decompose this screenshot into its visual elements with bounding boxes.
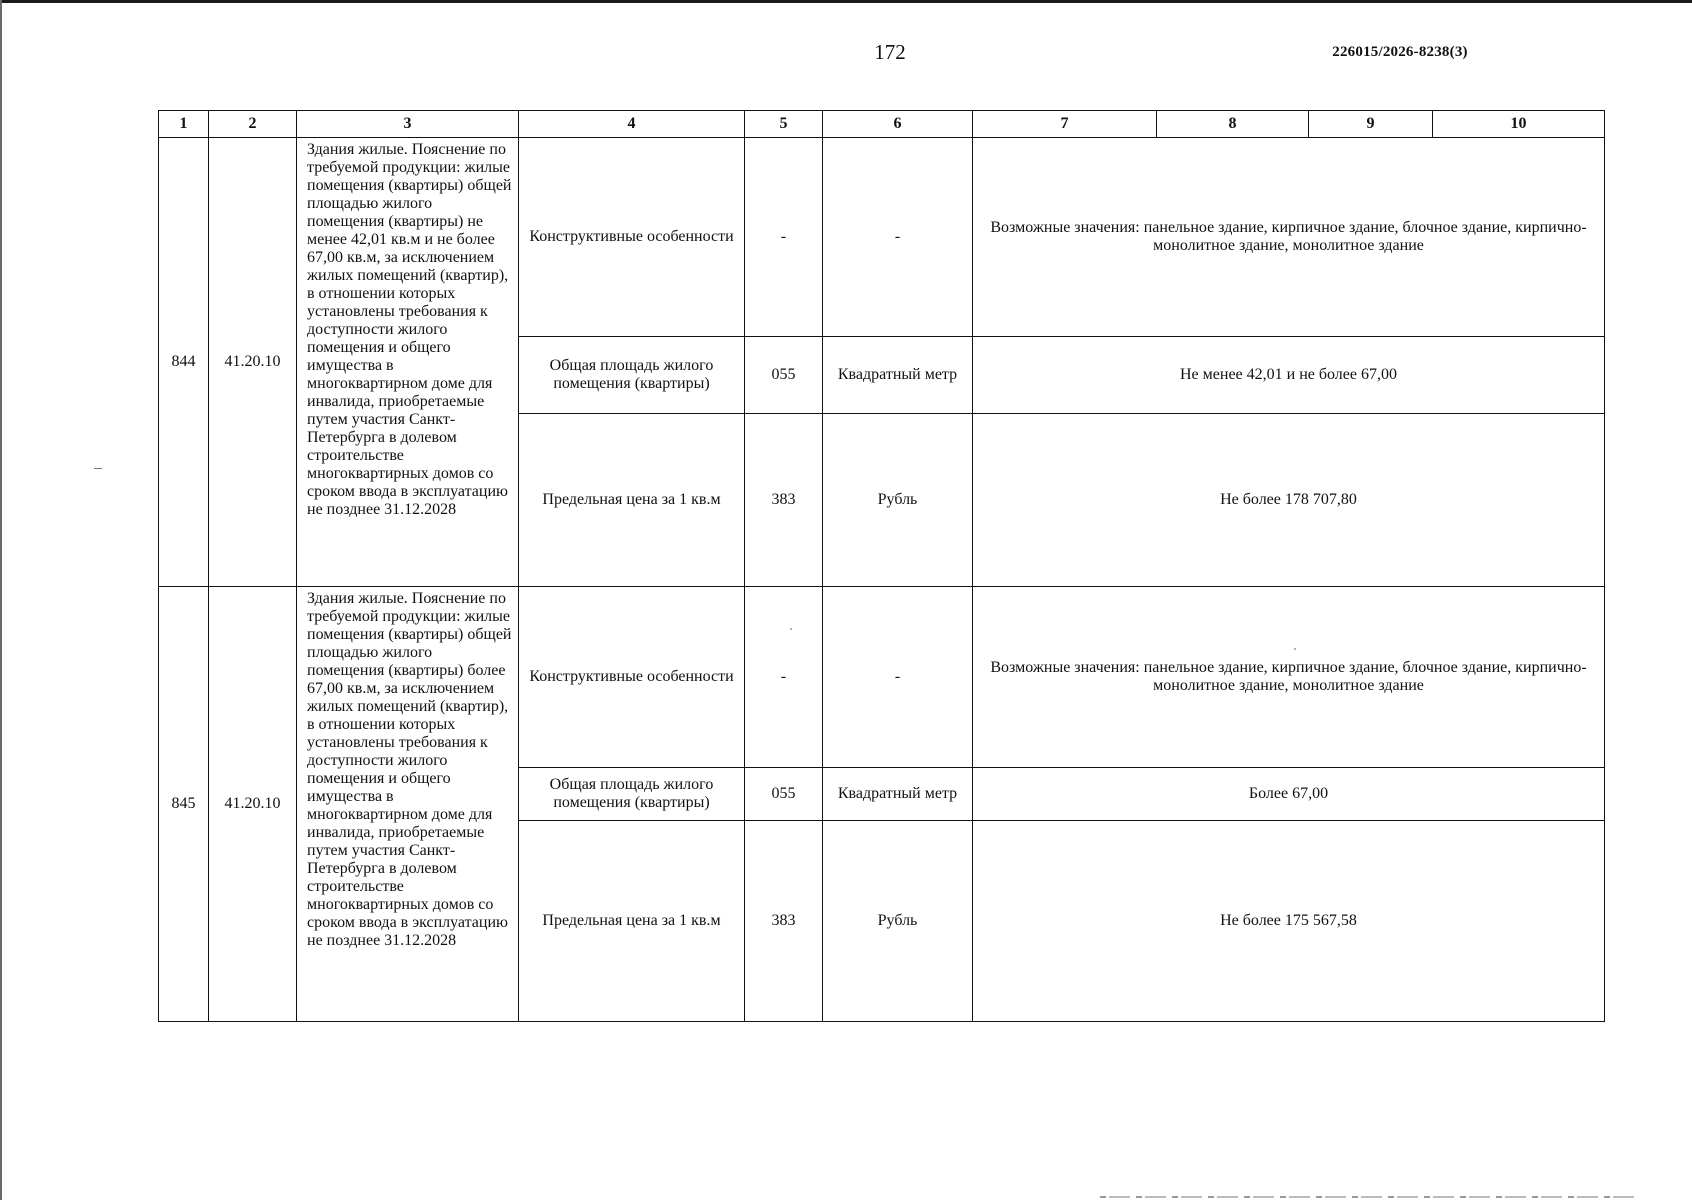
unit-code: 055 xyxy=(745,337,823,414)
characteristic-name: Общая площадь жилого помещения (квартиры) xyxy=(519,337,745,414)
entry-number: 845 xyxy=(159,587,209,1022)
page-number: 172 xyxy=(874,40,906,64)
header-cell-1: 1 xyxy=(159,111,209,138)
characteristic-name: Общая площадь жилого помещения (квартиры) xyxy=(519,768,745,821)
characteristic-value: Возможные значения: панельное здание, кирпичное здание, блочное здание, кирпично-монолитное здание, монолитное здание xyxy=(973,138,1605,337)
document-id: 226015/2026-8238(3) xyxy=(1332,44,1468,60)
scan-artifact-noise xyxy=(1100,1196,1640,1198)
unit-code: - xyxy=(745,587,823,768)
unit-name: Рубль xyxy=(823,821,973,1022)
header-cell-6: 6 xyxy=(823,111,973,138)
characteristic-name: Предельная цена за 1 кв.м xyxy=(519,821,745,1022)
entry-description: Здания жилые. Пояснение по требуемой продукции: жилые помещения (квартиры) общей площадью жилого помещения (квартиры) более 67,00 кв.м, за исключением жилых помещений (квартир), в отношении которых установлены требования к доступности жилого помещения и общего имущества в многоквартирном доме для инвалида, приобретаемые путем участия Санкт-Петербурга в долевом строительстве многоквартирных домов со сроком ввода в эксплуатацию не позднее 31.12.2028 xyxy=(297,587,519,1022)
scan-edge-left xyxy=(0,0,2,1200)
header-cell-7: 7 xyxy=(973,111,1157,138)
characteristic-name: Конструктивные особенности xyxy=(519,587,745,768)
unit-code: 383 xyxy=(745,821,823,1022)
scan-edge-top xyxy=(0,0,1692,3)
header-cell-10: 10 xyxy=(1433,111,1605,138)
scan-artifact-dash xyxy=(94,468,102,469)
entry-code: 41.20.10 xyxy=(209,138,297,587)
unit-code: - xyxy=(745,138,823,337)
header-cell-5: 5 xyxy=(745,111,823,138)
unit-name: Квадратный метр xyxy=(823,337,973,414)
specification-table xyxy=(158,110,1605,1022)
header-cell-4: 4 xyxy=(519,111,745,138)
characteristic-value: Не менее 42,01 и не более 67,00 xyxy=(973,337,1605,414)
scan-artifact-dot xyxy=(790,628,792,630)
characteristic-value: Не более 175 567,58 xyxy=(973,821,1605,1022)
entry-number: 844 xyxy=(159,138,209,587)
header-cell-8: 8 xyxy=(1157,111,1309,138)
entry-code: 41.20.10 xyxy=(209,587,297,1022)
header-cell-2: 2 xyxy=(209,111,297,138)
entry-description: Здания жилые. Пояснение по требуемой продукции: жилые помещения (квартиры) общей площадью жилого помещения (квартиры) не менее 42,01 кв.м и не более 67,00 кв.м, за исключением жилых помещений (квартир), в отношении которых установлены требования к доступности жилого помещения и общего имущества в многоквартирном доме для инвалида, приобретаемые путем участия Санкт-Петербурга в долевом строительстве многоквартирных домов со сроком ввода в эксплуатацию не позднее 31.12.2028 xyxy=(297,138,519,587)
characteristic-value: Не более 178 707,80 xyxy=(973,414,1605,587)
characteristic-value: Более 67,00 xyxy=(973,768,1605,821)
table-row xyxy=(159,138,1605,337)
unit-name: Квадратный метр xyxy=(823,768,973,821)
characteristic-value: Возможные значения: панельное здание, кирпичное здание, блочное здание, кирпично-монолитное здание, монолитное здание xyxy=(973,587,1605,768)
header-cell-9: 9 xyxy=(1309,111,1433,138)
header-row xyxy=(159,111,1605,138)
unit-code: 383 xyxy=(745,414,823,587)
characteristic-name: Конструктивные особенности xyxy=(519,138,745,337)
unit-code: 055 xyxy=(745,768,823,821)
header-cell-3: 3 xyxy=(297,111,519,138)
characteristic-name: Предельная цена за 1 кв.м xyxy=(519,414,745,587)
unit-name: Рубль xyxy=(823,414,973,587)
scan-artifact-dot xyxy=(1294,648,1296,650)
unit-name: - xyxy=(823,587,973,768)
table-row xyxy=(159,587,1605,768)
unit-name: - xyxy=(823,138,973,337)
